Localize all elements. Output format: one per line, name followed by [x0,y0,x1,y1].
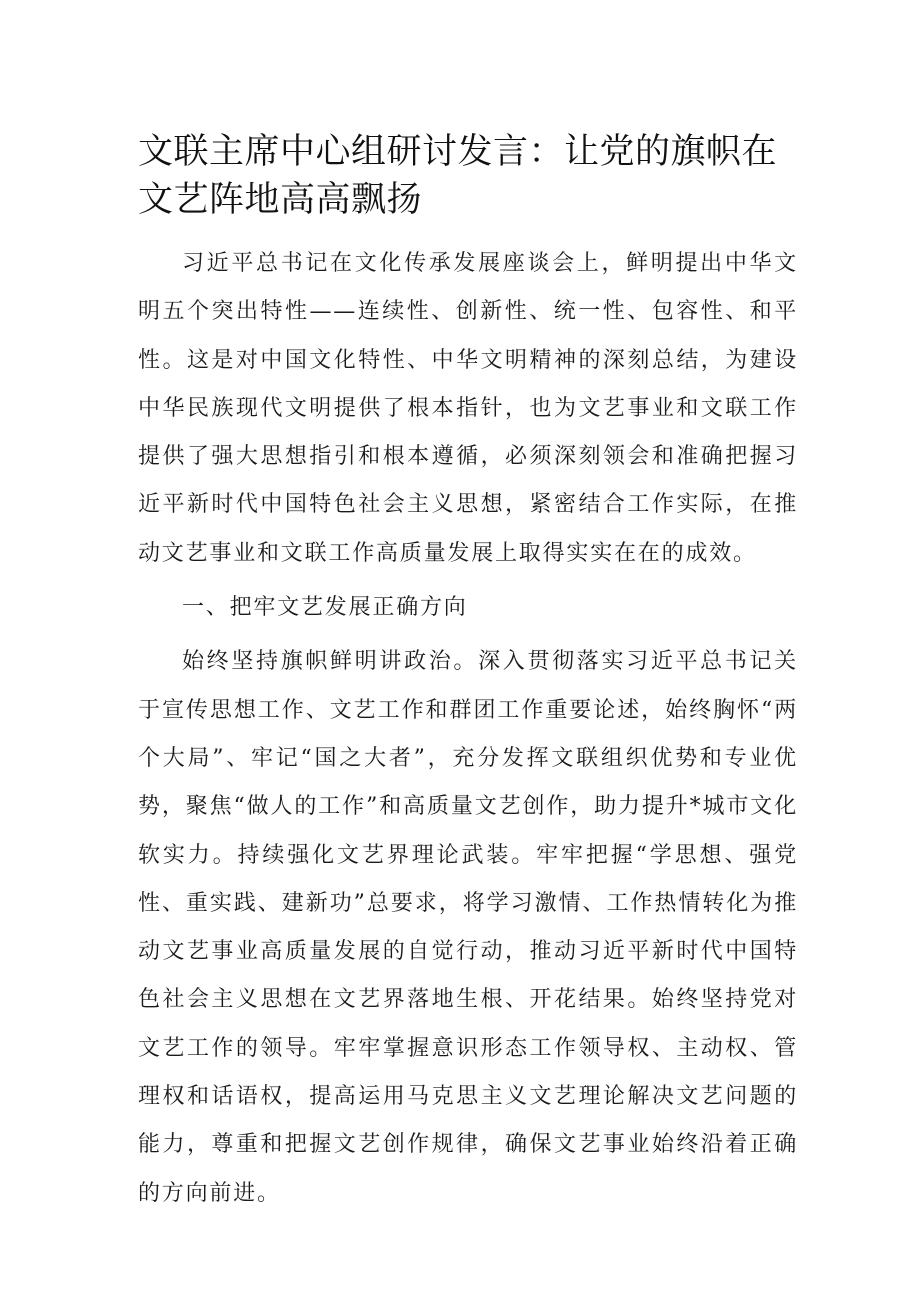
document-body [138,240,798,1218]
document-title: 文联主席中心组研讨发言：让党的旗帜在文艺阵地高高飘扬 [138,132,778,220]
intro-paragraph: 习近平总书记在文化传承发展座谈会上，鲜明提出中华文明五个突出特性——连续性、创新性、统一性、包容性、和平性。这是对中国文化特性、中华文明精神的深刻总结，为建设中华民族现代文明提供了根本指针，也为文艺事业和文联工作提供了强大思想指引和根本遵循，必须深刻领会和准确把握习近平新时代中国特色社会主义思想，紧密结合工作实际，在推动文艺事业和文联工作高质量发展上取得实实在在的成效。 [138,251,798,566]
section-heading: 一、把牢文艺发展正确方向 [182,595,468,621]
section-paragraph: 始终坚持旗帜鲜明讲政治。深入贯彻落实习近平总书记关于宣传思想工作、文艺工作和群团工作重要论述，始终胸怀“两个大局”、牢记“国之大者”，充分发挥文联组织优势和专业优势，聚焦“做人的工作”和高质量文艺创作，助力提升*城市文化软实力。持续强化文艺界理论武装。牢牢把握“学思想、强党性、重实践、建新功”总要求，将学习激情、工作热情转化为推动文艺事业高质量发展的自觉行动，推动习近平新时代中国特色社会主义思想在文艺界落地生根、开花结果。始终坚持党对文艺工作的领导。牢牢掌握意识形态工作领导权、主动权、管理权和话语权，提高运用马克思主义文艺理论解决文艺问题的能力，尊重和把握文艺创作规律，确保文艺事业始终沿着正确的方向前进。 [138,649,798,1206]
